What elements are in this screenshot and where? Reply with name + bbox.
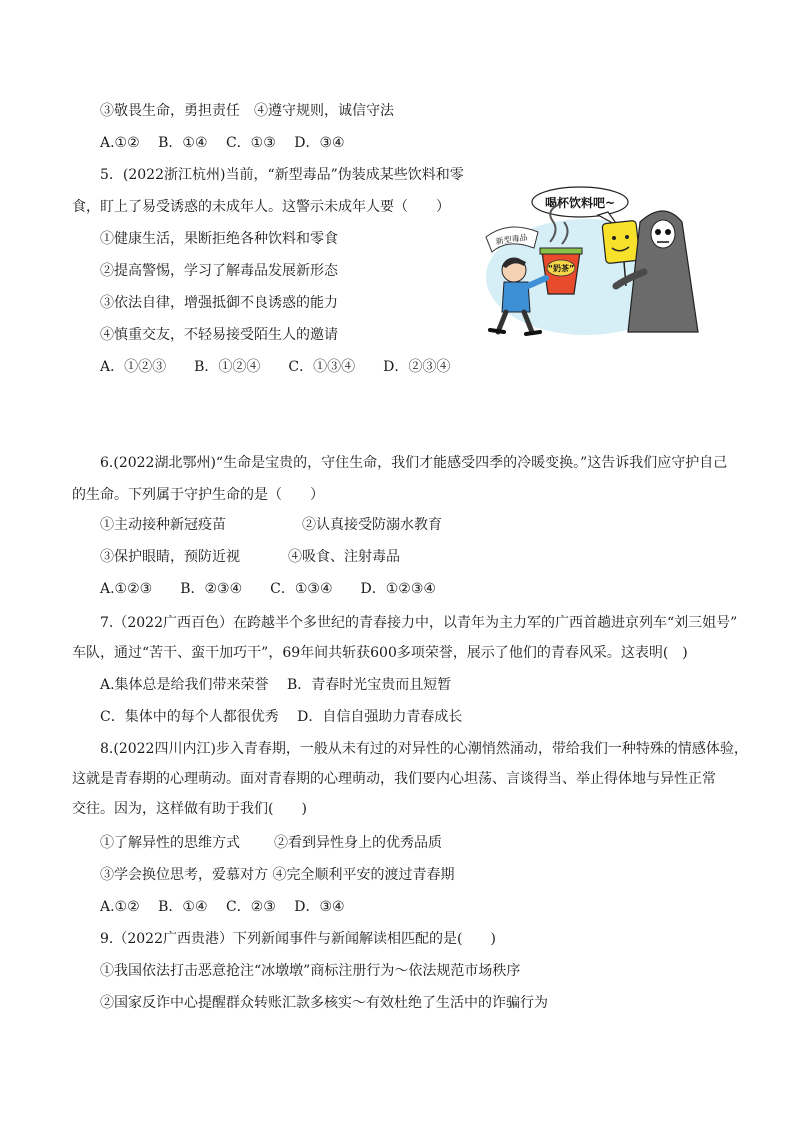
q8-stem-line-2: 这就是青春期的心理萌动。面对青春期的心理萌动，我们要内心坦荡、言谈得当、举止得体地与异性正常 — [72, 771, 716, 787]
q6-option-2: ②认真接受防溺水教育 — [302, 517, 442, 533]
q5-option-2: ②提高警惕，学习了解毒品发展新形态 — [100, 263, 338, 279]
q9-option-1: ①我国依法打击恶意抢注“冰墩墩”商标注册行为～依法规范市场秩序 — [100, 963, 521, 979]
q9-option-2: ②国家反诈中心提醒群众转账汇款多核实～有效杜绝了生活中的诈骗行为 — [100, 995, 548, 1011]
speech-bubble-text: 喝杯饮料吧~ — [544, 196, 616, 210]
q5-option-1: ①健康生活，果断拒绝各种饮料和零食 — [100, 231, 338, 247]
q5-stem-line-1: 5．(2022浙江杭州)当前，“新型毒品”伪装成某些饮料和零 — [100, 167, 464, 183]
q4-option-line: ③敬畏生命，勇担责任 ④遵守规则，诚信守法 — [100, 103, 394, 119]
q7-stem-line-1: 7.（2022广西百色）在跨越半个多世纪的青春接力中，以青年为主力军的广西首趟进京列车“刘三姐号” — [100, 615, 738, 631]
q4-answer-choices: A.①② B．①④ C．①③ D．③④ — [100, 135, 345, 151]
q8-option-3-4: ③学会换位思考，爱慕对方 ④完全顺利平安的渡过青春期 — [100, 867, 455, 883]
q5-option-4: ④慎重交友，不轻易接受陌生人的邀请 — [100, 327, 338, 343]
q9-stem: 9.（2022广西贵港）下列新闻事件与新闻解读相匹配的是( ) — [100, 931, 496, 947]
q6-option-1: ①主动接种新冠疫苗 — [100, 517, 226, 533]
q7-options-cd: C．集体中的每个人都很优秀 D．自信自强助力青春成长 — [100, 709, 463, 725]
drug-sign-text: 新型毒品 — [495, 232, 529, 247]
q7-stem-line-2: 车队，通过“苦干、蛮干加巧干”，69年间共斩获600多项荣誉，展示了他们的青春风采。这表明( ) — [72, 645, 688, 661]
q6-stem-line-2: 的生命。下列属于守护生命的是（ ） — [72, 487, 324, 503]
q8-answer-choices: A.①② B．①④ C．②③ D．③④ — [100, 899, 345, 915]
milk-tea-label: “奶茶” — [547, 264, 575, 273]
q8-option-2: ②看到异性身上的优秀品质 — [274, 835, 442, 851]
q5-stem-line-2: 食，盯上了易受诱惑的未成年人。这警示未成年人要（ ） — [72, 199, 450, 215]
q8-option-1: ①了解异性的思维方式 — [100, 835, 240, 851]
q6-option-3: ③保护眼睛，预防近视 — [100, 549, 240, 565]
q7-options-ab: A.集体总是给我们带来荣誉 B．青春时光宝贵而且短暂 — [100, 677, 452, 693]
cartoon-illustration — [468, 182, 730, 344]
q8-stem-line-1: 8.(2022四川内江)步入青春期，一般从未有过的对异性的心潮悄然涌动，带给我们一种特殊的情感体验， — [100, 741, 748, 757]
q6-stem-line-1: 6.(2022湖北鄂州)“生命是宝贵的，守住生命，我们才能感受四季的冷暖变换。”这告诉我们应守护自己 — [100, 455, 728, 471]
q5-option-3: ③依法自律，增强抵御不良诱惑的能力 — [100, 295, 338, 311]
q6-option-4: ④吸食、注射毒品 — [288, 549, 400, 565]
q8-stem-line-3: 交往。因为，这样做有助于我们( ) — [72, 801, 307, 817]
q5-answer-choices: A．①②③ B．①②④ C．①③④ D．②③④ — [100, 359, 451, 375]
q6-answer-choices: A.①②③ B．②③④ C．①③④ D．①②③④ — [100, 581, 436, 597]
